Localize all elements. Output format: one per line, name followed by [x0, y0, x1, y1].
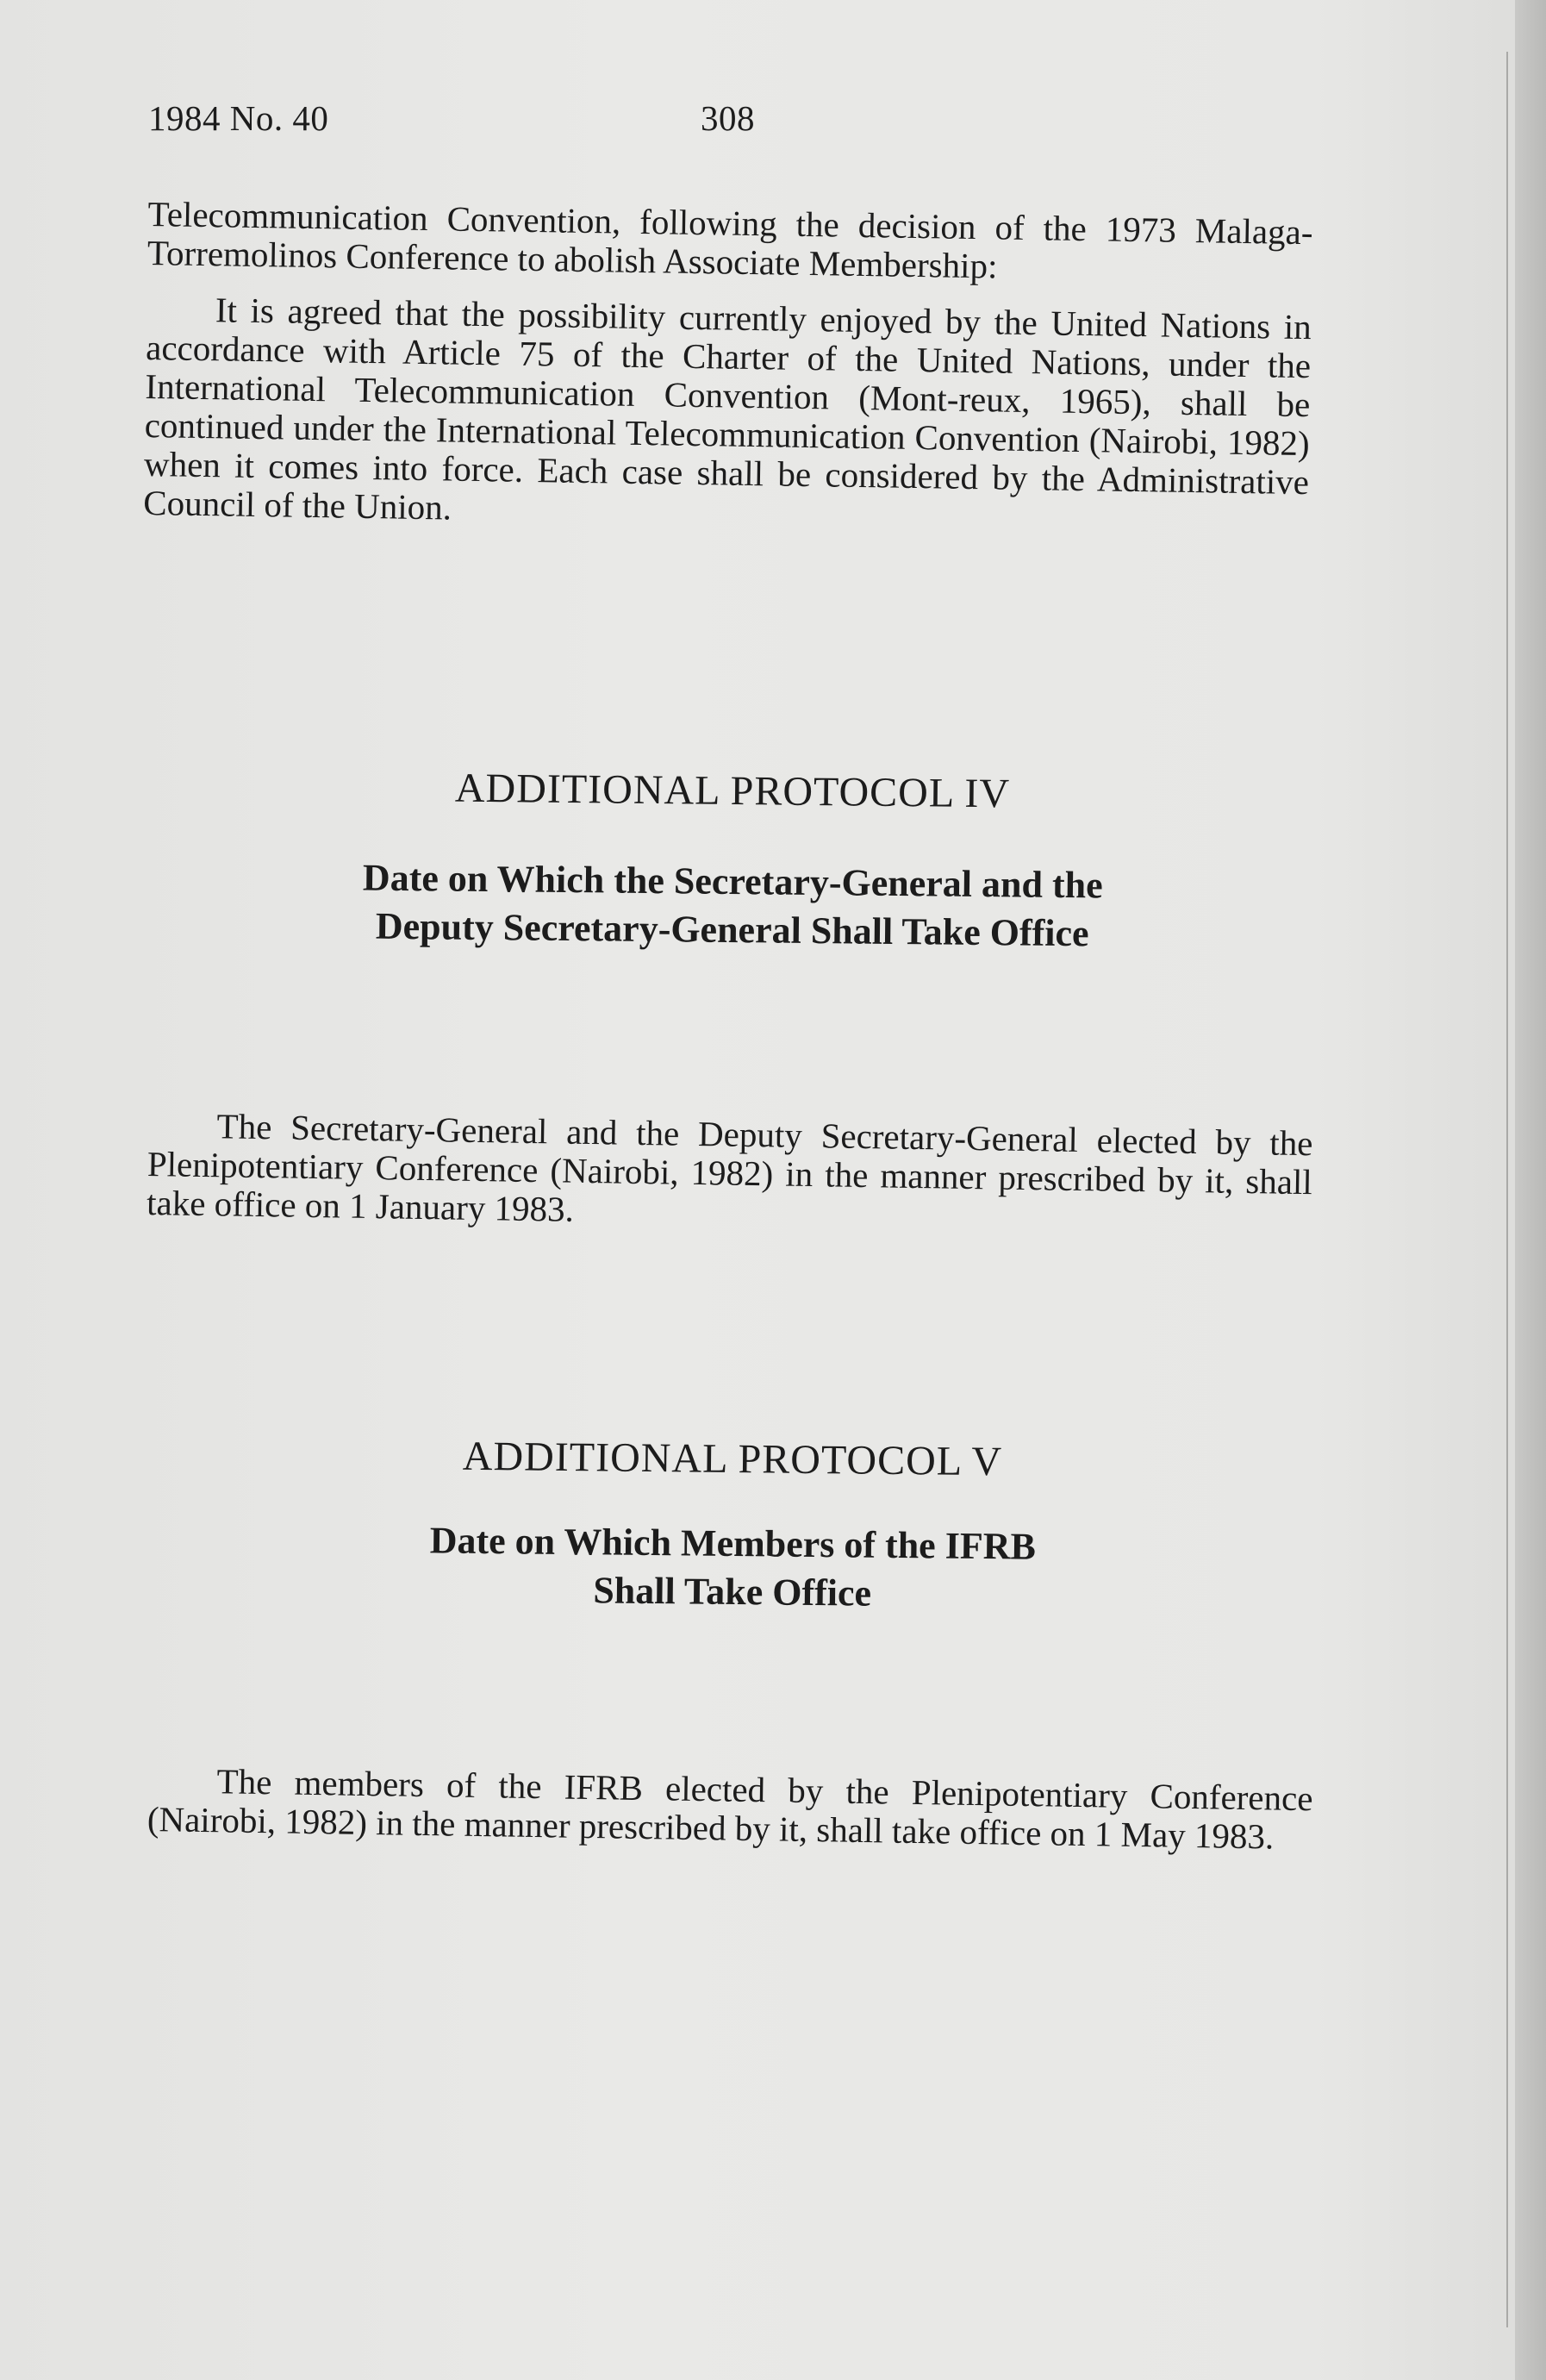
book-spine-edge	[1515, 0, 1546, 2380]
protocol-iv-subtitle-line-2: Deputy Secretary-General Shall Take Office	[375, 904, 1089, 955]
intro-paragraph-agreement: It is agreed that the possibility currently enjoyed by the United Nations in accordance with Article 75 of the Charter of the United Nations, under the International Telecommunication Convention (Mont-reux, 1965), shall be continued under the International Telecommunication Convention (Nairobi, 1982) when it comes into force. Each case shall be considered by the Administrative Council of the Union.	[143, 290, 1312, 528]
protocol-iv-body: The Secretary-General and the Deputy Secretary-General elected by the Plenipotentiary Conference (Nairobi, 1982) in the manner prescribed by it, shall take office on 1 January 1983.	[146, 1106, 1313, 1229]
protocol-iv-subtitle	[154, 852, 1310, 960]
intro-paragraph-continuation: Telecommunication Convention, following the decision of the 1973 Malaga-Torremolinos Conference to abolish Associate Membership:	[146, 194, 1313, 286]
intro-section	[143, 195, 1313, 540]
binding-edge-line	[1506, 52, 1508, 2327]
page-number: 308	[701, 98, 755, 138]
protocol-v-subtitle-line-2: Shall Take Office	[593, 1569, 872, 1615]
protocol-v-subtitle-line-1: Date on Which Members of the IFRB	[429, 1519, 1037, 1568]
protocol-v-subtitle	[154, 1514, 1310, 1622]
protocol-iv-subtitle-line-1: Date on Which the Secretary-General and the	[362, 856, 1103, 907]
year-and-number: 1984 No. 40	[148, 98, 329, 138]
protocol-v-body: The members of the IFRB elected by the Plenipotentiary Conference (Nairobi, 1982) in the manner prescribed by it, shall take office on 1 May 1983.	[146, 1761, 1313, 1857]
protocol-iv-heading: ADDITIONAL PROTOCOL IV	[454, 765, 1011, 817]
running-head	[148, 97, 1355, 141]
protocol-v-heading: ADDITIONAL PROTOCOL V	[462, 1433, 1003, 1485]
